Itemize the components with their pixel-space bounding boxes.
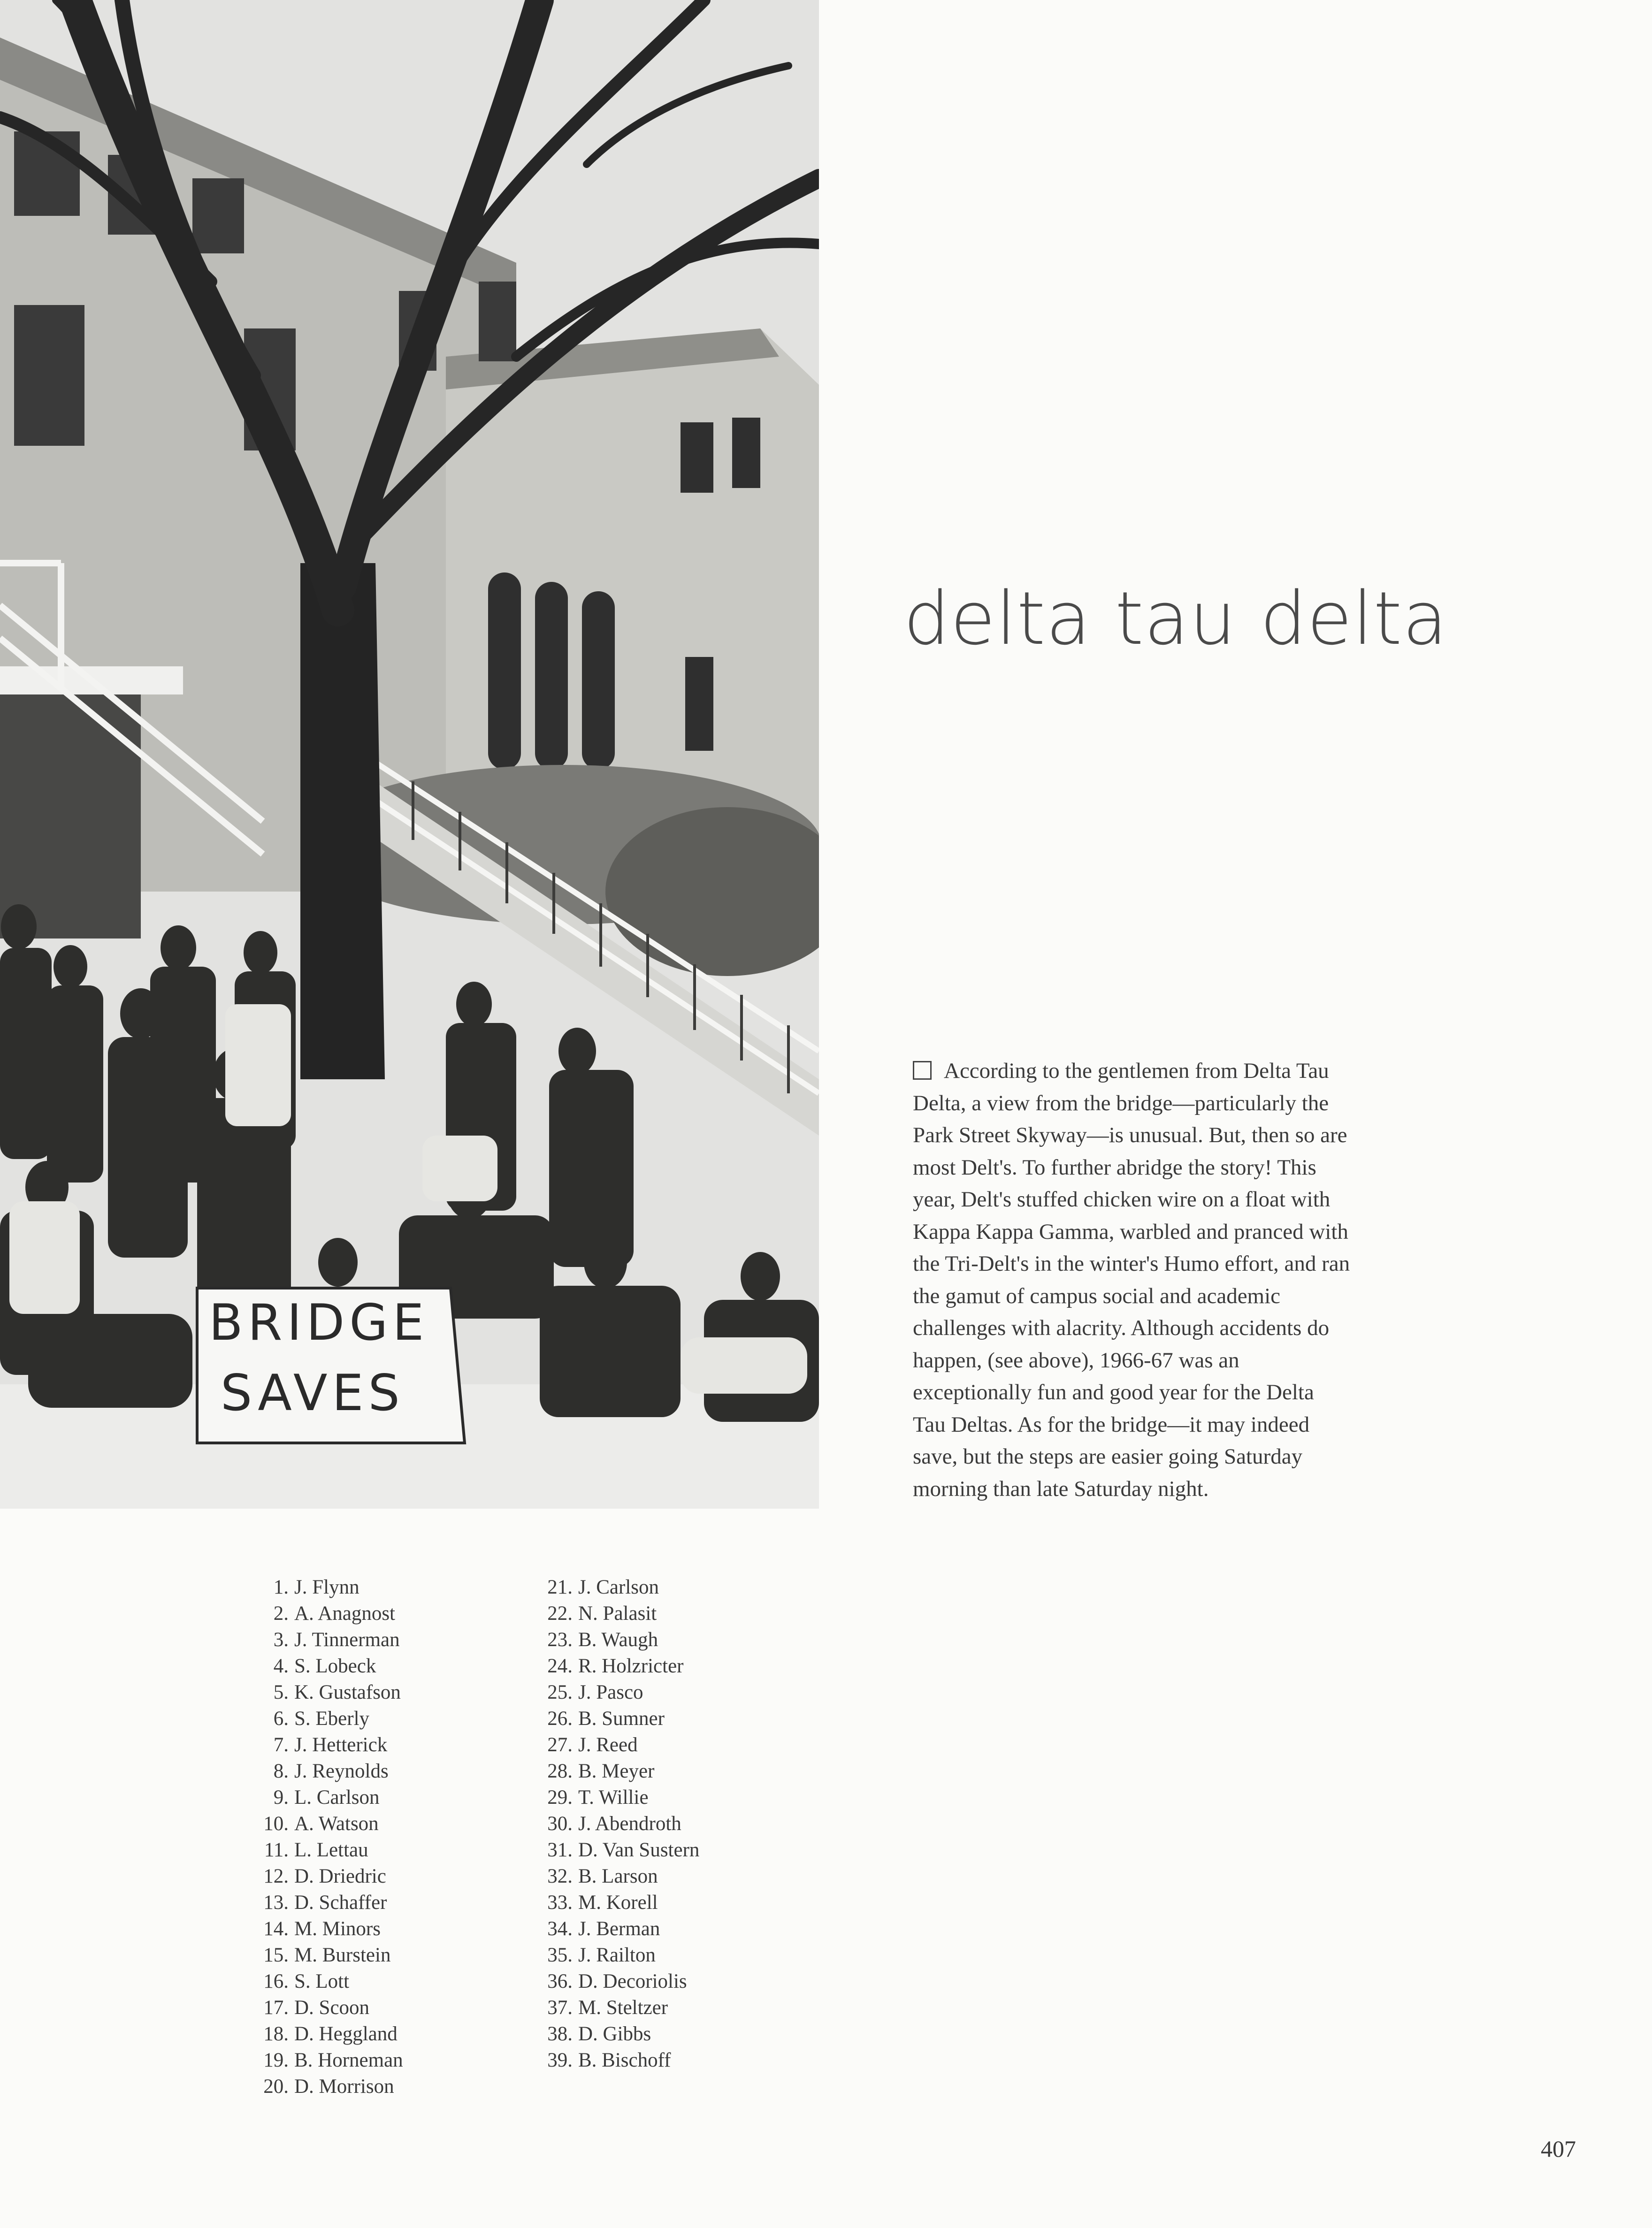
sign-line-1: BRIDGE [209,1294,429,1351]
roster-number: 16. [263,1970,289,1992]
roster-number: 29. [547,1786,573,1808]
roster-name: J. Tinnerman [294,1629,400,1651]
roster-number: 37. [547,1997,573,2019]
roster-item [540,1995,699,2021]
checkbox-bullet-icon [913,1061,932,1080]
body-line: Kappa Kappa Gamma, warbled and pranced with [913,1219,1348,1244]
roster-item [244,1627,403,1653]
roster-number: 5. [273,1681,289,1703]
roster-number: 33. [547,1892,573,1914]
roster-item [244,2021,403,2047]
roster-number: 9. [273,1786,289,1808]
roster-item [244,1758,403,1785]
roster-name: M. Burstein [294,1944,391,1966]
roster-item [540,1916,699,1942]
roster-name: B. Horneman [294,2049,403,2071]
roster-name: J. Hetterick [294,1734,388,1756]
roster-number: 23. [547,1629,573,1651]
roster-number: 35. [547,1944,573,1966]
roster-number: 32. [547,1865,573,1887]
roster-number: 20. [263,2075,289,2098]
roster-name: J. Flynn [294,1576,359,1598]
roster-name: D. Heggland [294,2023,398,2045]
roster-item [540,2047,699,2074]
roster-item [540,1574,699,1601]
roster-item [244,1863,403,1890]
body-line: Tau Deltas. As for the bridge—it may indeed [913,1412,1310,1437]
sign-line-2: SAVES [221,1364,405,1422]
roster-number: 10. [263,1813,289,1835]
roster-name: J. Berman [578,1918,660,1940]
roster-number: 22. [547,1602,573,1625]
roster-item [540,1811,699,1837]
roster-name: B. Waugh [578,1629,658,1651]
roster-number: 13. [263,1892,289,1914]
body-line: the Tri-Delt's in the winter's Humo effort, and ran [913,1251,1350,1276]
roster-number: 19. [263,2049,289,2071]
roster-name: A. Watson [294,1813,379,1835]
roster-name: J. Carlson [578,1576,659,1598]
page-number: 407 [1541,2136,1576,2162]
roster-item [540,1706,699,1732]
roster-item [540,1863,699,1890]
roster-item [244,1679,403,1706]
roster-item [244,1706,403,1732]
roster-name: K. Gustafson [294,1681,401,1703]
body-line: Park Street Skyway—is unusual. But, then so are [913,1123,1347,1147]
roster-item [540,1942,699,1969]
body-line: the gamut of campus social and academic [913,1283,1281,1308]
body-line: year, Delt's stuffed chicken wire on a float with [913,1187,1331,1212]
roster-number: 17. [263,1997,289,2019]
roster-item [244,1969,403,1995]
roster-item [540,2021,699,2047]
roster-name: L. Carlson [294,1786,380,1808]
roster-right-column [540,1574,699,2074]
roster-name: S. Lobeck [294,1655,376,1677]
photo-illustration [0,0,819,1509]
roster-item [540,1969,699,1995]
roster-name: L. Lettau [294,1839,368,1861]
roster-item [244,2047,403,2074]
roster-name: D. Van Sustern [578,1839,700,1861]
roster-number: 30. [547,1813,573,1835]
roster-item [244,2074,403,2100]
roster-number: 26. [547,1708,573,1730]
body-line [913,1055,1476,1087]
roster-number: 21. [547,1576,573,1598]
roster-number: 25. [547,1681,573,1703]
roster-name: M. Steltzer [578,1997,668,2019]
roster-number: 28. [547,1760,573,1782]
roster-item [540,1679,699,1706]
roster-number: 38. [547,2023,573,2045]
roster-item [244,1574,403,1601]
roster-item [540,1601,699,1627]
roster-number: 2. [273,1602,289,1625]
roster-name: B. Sumner [578,1708,665,1730]
body-line-text: According to the gentlemen from Delta Tau [944,1059,1329,1083]
roster-name: D. Morrison [294,2075,394,2098]
roster-item [540,1758,699,1785]
roster-item [540,1785,699,1811]
roster-number: 12. [263,1865,289,1887]
roster-name: J. Railton [578,1944,656,1966]
article-body [913,1055,1476,1505]
roster-item [244,1811,403,1837]
roster-number: 8. [273,1760,289,1782]
roster-item [540,1627,699,1653]
roster-number: 7. [273,1734,289,1756]
roster-number: 36. [547,1970,573,1992]
roster-number: 24. [547,1655,573,1677]
roster-name: M. Minors [294,1918,381,1940]
roster-name: B. Bischoff [578,2049,671,2071]
roster-name: J. Pasco [578,1681,643,1703]
roster-item [244,1653,403,1679]
roster-name: B. Larson [578,1865,658,1887]
roster-number: 3. [273,1629,289,1651]
roster-number: 15. [263,1944,289,1966]
roster-name: D. Gibbs [578,2023,651,2045]
roster-name: D. Scoon [294,1997,370,2019]
roster-item [540,1732,699,1758]
roster-name: S. Lott [294,1970,350,1992]
roster-item [244,1995,403,2021]
roster-name: B. Meyer [578,1760,655,1782]
roster-number: 34. [547,1918,573,1940]
roster-number: 4. [273,1655,289,1677]
roster-name: S. Eberly [294,1708,370,1730]
body-line: exceptionally fun and good year for the Delta [913,1380,1314,1404]
roster-name: T. Willie [578,1786,649,1808]
roster-item [244,1890,403,1916]
roster-number: 27. [547,1734,573,1756]
roster-number: 18. [263,2023,289,2045]
body-line: morning than late Saturday night. [913,1476,1209,1501]
body-line: Delta, a view from the bridge—particularly the [913,1091,1329,1115]
roster-name: J. Reed [578,1734,638,1756]
roster-name: A. Anagnost [294,1602,395,1625]
roster-item [244,1732,403,1758]
roster-item [244,1916,403,1942]
group-photo [0,0,819,1509]
roster-number: 1. [273,1576,289,1598]
roster-left-column [244,1574,403,2100]
roster-number: 14. [263,1918,289,1940]
body-line: challenges with alacrity. Although accidents do [913,1316,1330,1340]
roster-name: J. Abendroth [578,1813,681,1835]
body-line: save, but the steps are easier going Saturday [913,1444,1303,1469]
roster-item [244,1785,403,1811]
roster-item [244,1837,403,1863]
roster-number: 31. [547,1839,573,1861]
roster-name: D. Schaffer [294,1892,387,1914]
roster-item [540,1837,699,1863]
roster-item [540,1890,699,1916]
roster-item [540,1653,699,1679]
body-line: most Delt's. To further abridge the story! This [913,1155,1316,1180]
roster-name: D. Driedric [294,1865,386,1887]
roster-number: 6. [273,1708,289,1730]
roster-name: R. Holzricter [578,1655,684,1677]
roster-name: J. Reynolds [294,1760,389,1782]
roster-number: 11. [264,1839,289,1861]
roster-item [244,1942,403,1969]
roster-number: 39. [547,2049,573,2071]
page-title: delta tau delta [903,576,1448,661]
roster-name: M. Korell [578,1892,658,1914]
body-line: happen, (see above), 1966-67 was an [913,1348,1239,1373]
roster-name: N. Palasit [578,1602,657,1625]
roster-item [244,1601,403,1627]
roster-name: D. Decoriolis [578,1970,687,1992]
